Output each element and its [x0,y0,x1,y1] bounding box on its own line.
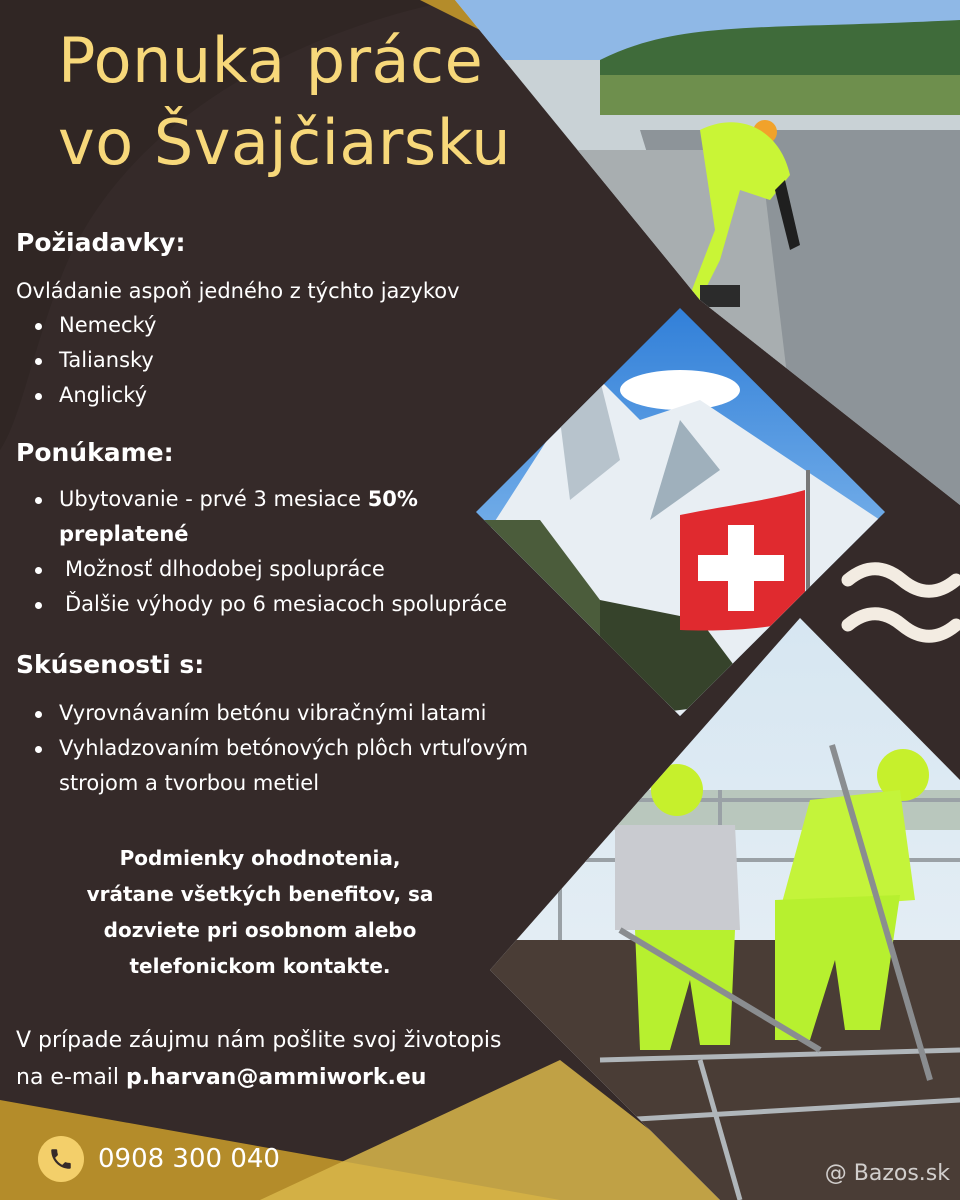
list-item: Ďalšie výhody po 6 mesiacoch spolupráce [24,587,507,622]
list-item: Možnosť dlhodobej spolupráce [24,552,507,587]
experience-heading: Skúsenosti s: [16,650,205,679]
experience-item2-line1: Vyhladzovaním betónových plôch vrtuľovým [59,736,529,760]
phone-number[interactable]: 0908 300 040 [98,1144,280,1174]
list-item: Vyrovnávaním betónu vibračnými latami [24,696,528,731]
experience-list [24,696,528,801]
watermark: @ Bazos.sk [824,1161,950,1186]
phone-contact[interactable] [38,1136,280,1182]
requirements-heading: Požiadavky: [16,228,186,257]
offer-list [24,482,507,622]
wave-decoration-icon [848,569,956,637]
title-line-2: vo Švajčiarsku [58,106,511,179]
contact-block [16,1022,501,1096]
list-item: Anglický [24,378,156,413]
list-item: Nemecký [24,308,156,343]
conditions-line: telefonickom kontakte. [129,954,391,978]
page-title [58,20,511,184]
offer-heading: Ponúkame: [16,438,174,467]
experience-item2-line2: strojom a tvorbou metiel [59,771,320,795]
email-prefix: na e-mail [16,1065,127,1090]
languages-list [24,308,156,413]
conditions-note [40,840,480,984]
offer-accommodation-percent: 50% [367,487,418,511]
title-line-1: Ponuka práce [58,24,484,97]
conditions-line: vrátane všetkých benefitov, sa [86,882,434,906]
offer-accommodation-text: Ubytovanie - prvé 3 mesiace [59,487,368,511]
offer-accommodation-paid: preplatené [59,522,189,546]
conditions-line: Podmienky ohodnotenia, [119,846,401,870]
contact-line: V prípade záujmu nám pošlite svoj životopis [16,1028,502,1053]
list-item: Taliansky [24,343,156,378]
conditions-line: dozviete pri osobnom alebo [103,918,417,942]
contact-line [16,1059,501,1096]
email-link[interactable]: p.harvan@ammiwork.eu [126,1065,427,1090]
list-item [24,482,507,552]
phone-icon [38,1136,84,1182]
list-item [24,731,528,801]
requirements-intro: Ovládanie aspoň jedného z týchto jazykov [16,279,460,303]
